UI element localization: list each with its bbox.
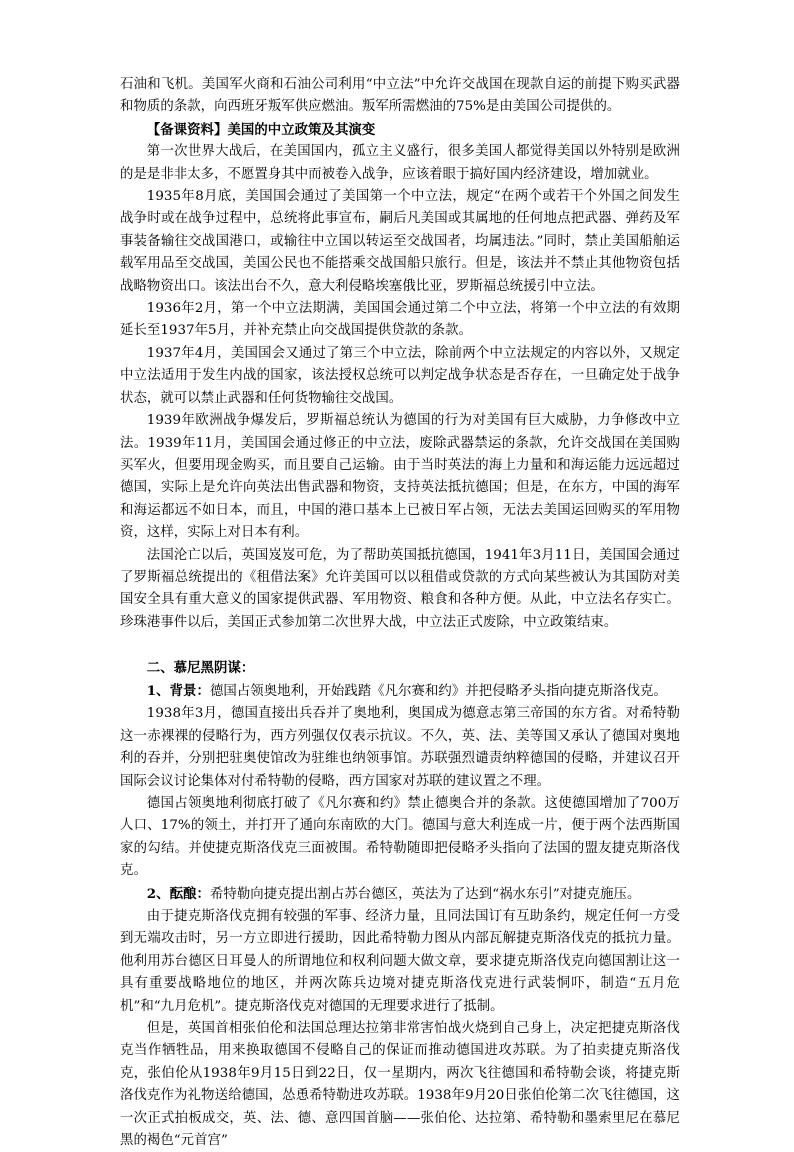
paragraph-chamberlain: 但是，英国首相张伯伦和法国总理达拉第非常害怕战火烧到自己身上，决定把捷克斯洛伐克当作牺牲品，用来换取德国不侵略自己的保证而推动德国进攻苏联。为了拍卖捷克斯洛伐克，张伯伦从1938年9月15日到22日，仅一星期内，两次飞往德国和希特勒会谈，将捷克斯洛伐克作为礼物送给德国，怂恿希特勒进攻苏联。1938年9月20日张伯伦第二次飞往德国，这一次正式拍板成交，英、法、德、意四国首脑——张伯伦、达拉第、希特勒和墨索里尼在慕尼黑的褐色“元首宫”	[120, 1021, 680, 1149]
paragraph-anschluss: 1938年3月，德国直接出兵吞并了奥地利，奥国成为德意志第三帝国的东方省。对希特勒这一赤裸裸的侵略行为，西方列强仅仅表示抗议。不久，英、法、美等国又承认了德国对奥地利的吞并，分别把驻奥使馆改为驻维也纳领事馆。苏联强烈谴责纳粹德国的侵略，并建议召开国际会议讨论集体对付希特勒的侵略，西方国家对苏联的建议置之不理。	[120, 706, 680, 789]
paragraph-isolationism: 第一次世界大战后，在美国国内，孤立主义盛行，很多美国人都觉得美国以外特别是欧洲的是是非非太多，不愿置身其中而被卷入战争，应该着眼于搞好国内经济建设，增加就业。	[120, 144, 680, 182]
paragraph-anschluss-effects: 德国占领奥地利彻底打破了《凡尔赛和约》禁止德奥合并的条款。这使德国增加了700万人口、17%的领土，并打开了通向东南欧的大门。德国与意大利连成一片，便于两个法西斯国家的勾结。并使捷克斯洛伐克三面被围。希特勒随即把侵略矛头指向了法国的盟友捷克斯洛伐克。	[120, 795, 680, 879]
paragraph-background	[120, 680, 680, 703]
blank-line	[120, 634, 680, 656]
background-label: 1、背景：	[146, 682, 210, 699]
section-heading-neutrality	[120, 119, 680, 141]
intro-paragraph: 石油和飞机。美国军火商和石油公司利用“中立法”中允许交战国在现款自运的前提下购买武器和物质的条款，向西班牙叛军供应燃油。叛军所需燃油的75%是由美国公司提供的。	[120, 77, 680, 115]
paragraph-brewing	[120, 883, 680, 906]
paragraph-sudetenland: 由于捷克斯洛伐克拥有较强的军事、经济力量，且同法国订有互助条约，规定任何一方受到无端攻击时，另一方立即进行援助，因此希特勒力图从内部瓦解捷克斯洛伐克的抵抗力量。他利用苏台德区日耳曼人的所谓地位和权利问题大做文章，要求捷克斯洛伐克向德国割让这一具有重要战略地位的地区，并两次陈兵边境对捷克斯洛伐克进行武装恫吓，制造“五月危机”和“九月危机”。捷克斯洛伐克对德国的无理要求进行了抵制。	[120, 909, 680, 1014]
brewing-text: 希特勒向捷克提出割占苏台德区，英法为了达到“祸水东引”对捷克施压。	[209, 886, 641, 902]
paragraph-second-neutrality-act: 1936年2月，第一个中立法期满，美国国会通过第二个中立法，将第一个中立法的有效期延长至1937年5月，并补充禁止向交战国提供贷款的条款。	[120, 301, 680, 339]
section-title-munich: 二、慕尼黑阴谋：	[146, 659, 255, 676]
paragraph-third-neutrality-act: 1937年4月，美国国会又通过了第三个中立法，除前两个中立法规定的内容以外，又规定中立法适用于发生内战的国家，该法授权总统可以判定战争状态是否存在，一旦确定处于战争状态，就可以禁止武器和任何货物输往交战国。	[120, 345, 680, 406]
brewing-label: 2、酝酿：	[146, 885, 210, 902]
paragraph-1939-revision: 1939年欧洲战争爆发后，罗斯福总统认为德国的行为对美国有巨大威胁，力争修改中立法。1939年11月，美国国会通过修正的中立法，废除武器禁运的条款，允许交战国在美国购买军火，但要用现金购买，而且要自己运输。由于当时英法的海上力量和和海运能力远远超过德国，实际上是允许向英法出售武器和物资，支持英法抵抗德国；但是，在东方，中国的海军和海运都远不如日本，而且，中国的港口基本上已被日军占领，无法去美国运回购买的军用物资，这样，实际上对日本有利。	[120, 413, 680, 541]
document-page	[120, 74, 680, 1152]
background-text: 德国占领奥地利，开始践踏《凡尔赛和约》并把侵略矛头指向捷克斯洛伐克。	[209, 683, 667, 699]
paragraph-first-neutrality-act: 1935年8月底，美国国会通过了美国第一个中立法，规定“在两个或若干个外国之间发生战争时或在战争过程中，总统将此事宣布，嗣后凡美国或其属地的任何地点把武器、弹药及军事装备输往交战国港口，或输往中立国以转运至交战国者，均属违法。”同时，禁止美国船舶运载军用品至交战国，美国公民也不能搭乘交战国船只旅行。但是，该法并不禁止其他物资包括战略物资出口。该法出台不久，意大利侵略埃塞俄比亚，罗斯福总统援引中立法。	[120, 189, 680, 294]
section-heading-tag: 【备课资料】	[146, 121, 228, 138]
paragraph-lend-lease: 法国沦亡以后，英国岌岌可危，为了帮助英国抵抗德国，1941年3月11日，美国国会通过了罗斯福总统提出的《租借法案》允许美国可以以租借或贷款的方式向某些被认为其国防对美国安全具有重大意义的国家提供武器、军用物资、粮食和各种方便。从此，中立法名存实亡。珍珠港事件以后，美国正式参加第二次世界大战，中立法正式废除，中立政策结束。	[120, 547, 680, 630]
section-heading-title: 美国的中立政策及其演变	[227, 121, 376, 138]
